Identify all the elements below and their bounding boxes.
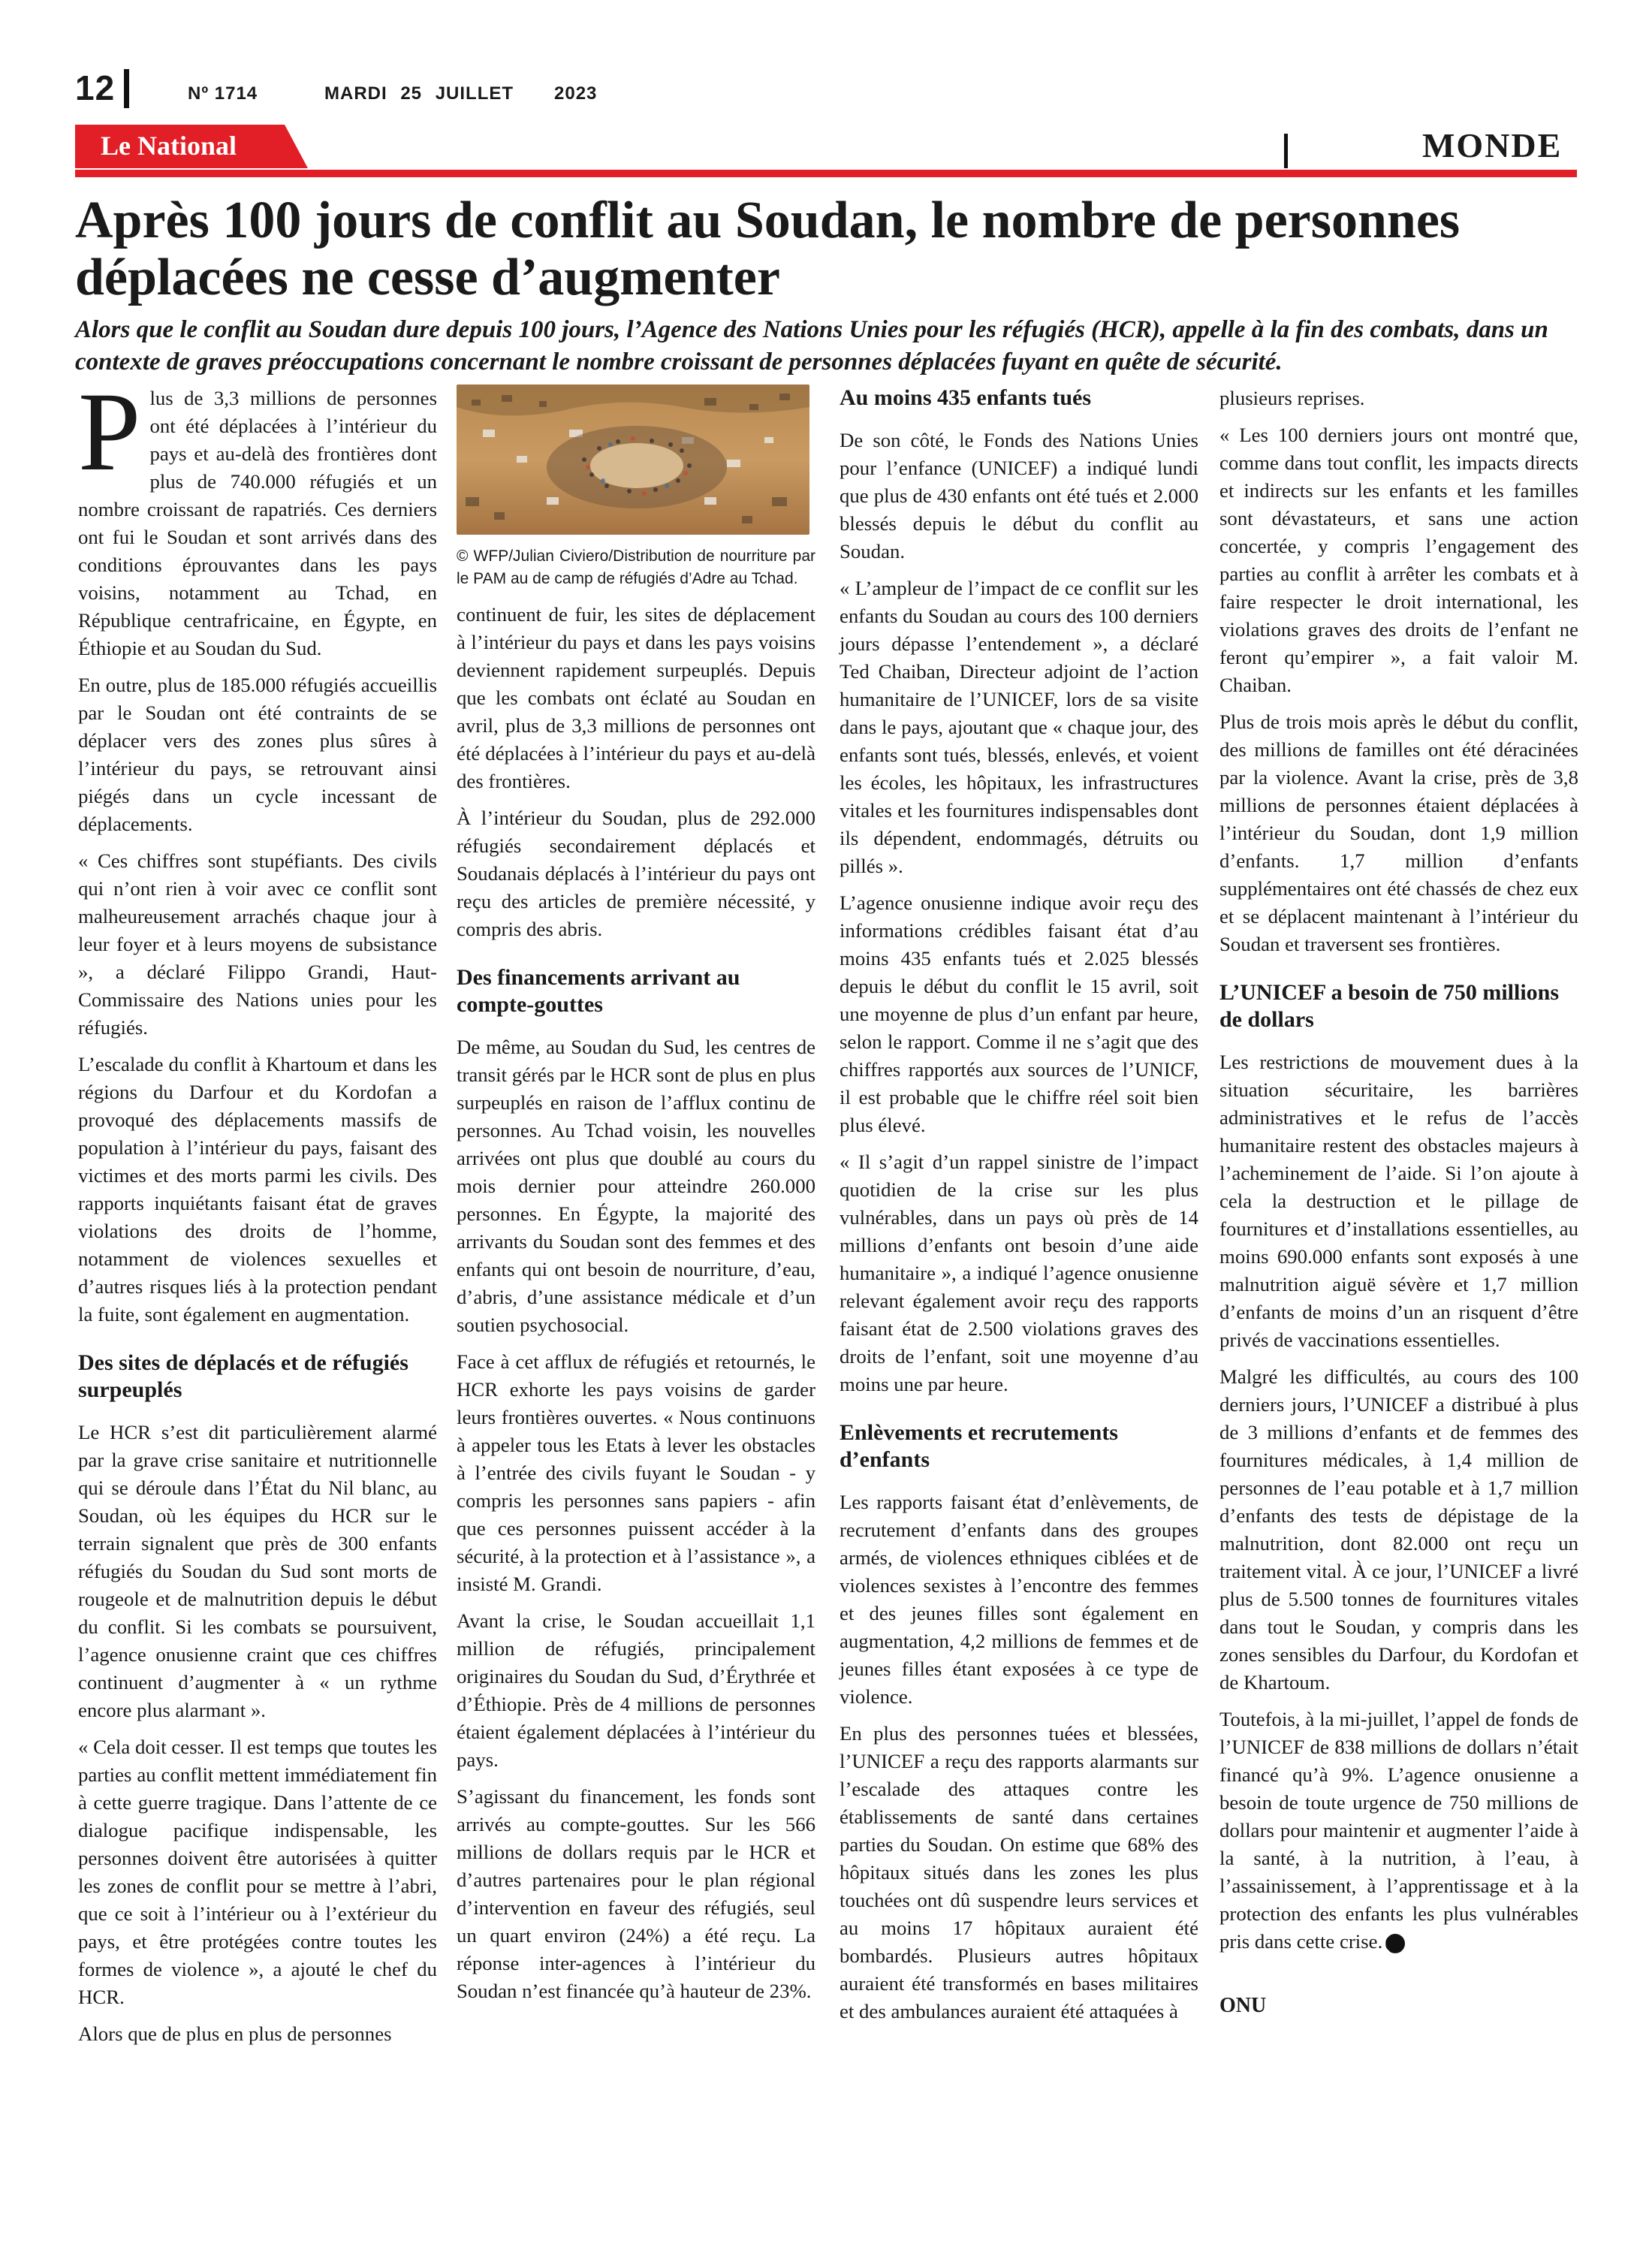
article-signature: ONU xyxy=(1219,1994,1267,2017)
paragraph: Les restrictions de mouvement dues à la situation sécuritaire, les barrières administratives et le refus de l’accès humanitaire restent des obstacles majeurs à l’acheminement de l’aide. Si l’on ajoute à cela la destruction et le pillage de fournitures et d’installations essentielles, au moins 690.000 enfants sont exposés à une malnutrition aiguë sévère et 1,7 million d’enfants de moins d’un an risquent d’être privés de vaccinations essentielles. xyxy=(1219,1051,1578,1351)
article-column-2 xyxy=(457,385,815,2014)
refugee-camp-photo xyxy=(457,385,809,535)
paragraph: Les rapports faisant état d’enlèvements, de recrutement d’enfants dans des groupes armés, de violences ethniques ciblées et de violences sexistes à l’encontre des femmes et des jeunes filles sont également en augmentation, 4,2 millions de femmes et de jeunes filles étant exposées à ce type de violence. xyxy=(840,1491,1198,1708)
article-column-3 xyxy=(840,385,1198,2034)
paragraph: Le HCR s’est dit particulièrement alarmé par la grave crise sanitaire et nutritionnelle qui se déroule dans l’État du Nil blanc, au Soudan, où les équipes du HCR sur le terrain signalent que près de 300 enfants réfugiés du Soudan du Sud sont morts de rougeole et de malnutrition depuis le début du conflit. Si les combats se poursuivent, l’agence onusienne craint que ces chiffres continuent d’augmenter à « un rythme encore plus alarmant ». xyxy=(78,1421,437,1721)
article-title: Après 100 jours de conflit au Soudan, le nombre de personnes déplacées ne cesse d’augmenter xyxy=(75,192,1461,306)
page-number-divider xyxy=(124,69,129,108)
paragraph: « Cela doit cesser. Il est temps que toutes les parties au conflit mettent immédiatement fin à cette guerre tragique. Dans l’attente de ce dialogue pacifique indispensable, les personnes doivent être autorisées à quitter les zones de conflit pour se mettre à l’abri, que ce soit à l’intérieur ou à l’extérieur du pays, et être protégées contre toutes les formes de violence », a ajouté le chef du HCR. xyxy=(78,1736,437,2008)
subheading: Des financements arrivant au compte-gouttes xyxy=(457,965,740,1017)
issue-number: Nº 1714 xyxy=(188,83,258,104)
paragraph: Malgré les difficultés, au cours des 100 derniers jours, l’UNICEF a distribué à plus de 3 millions d’enfants et de femmes des fournitures médicales, à 1,4 million de personnes de l’eau potable et à 1,7 million d’enfants des tests de dépistage de la malnutrition, dont 82.000 ont reçu un traitement vital. À ce jour, l’UNICEF a livré plus de 5.500 tonnes de fournitures vitales dans tout le Soudan, y compris dans les zones sensibles du Darfour, du Kordofan et de Khartoum. xyxy=(1219,1365,1578,1694)
paragraph: plusieurs reprises. xyxy=(1219,387,1365,409)
section-name: MONDE xyxy=(1422,126,1563,164)
paragraph: Plus de trois mois après le début du conflit, des millions de familles ont été déracinées par la violence. Avant la crise, près de 3,8 millions de personnes étaient déplacées à l’intérieur du Soudan, dont 1,9 million d’enfants. 1,7 million d’enfants supplémentaires ont été chassés de chez eux et se déplacent maintenant à l’intérieur du Soudan et traversent ses frontières. xyxy=(1219,710,1578,955)
paragraph: « Ces chiffres sont stupéfiants. Des civils qui n’ont rien à voir avec ce conflit sont malheureusement arrachés chaque jour à leur foyer et à leurs moyens de subsistance », a déclaré Filippo Grandi, Haut-Commissaire des Nations unies pour les réfugiés. xyxy=(78,849,437,1039)
subheading: Au moins 435 enfants tués xyxy=(840,385,1092,410)
paragraph: Face à cet afflux de réfugiés et retournés, le HCR exhorte les pays voisins de garder leurs frontières ouvertes. « Nous continuons à appeler tous les Etats à lever les obstacles à l’entrée des civils fuyant le Soudan - y compris les personnes sans papiers - afin que ces personnes puissent accéder à la sécurité, à la protection et à l’assistance », a insisté M. Grandi. xyxy=(457,1350,815,1595)
photo-caption: © WFP/Julian Civiero/Distribution de nourriture par le PAM au de camp de réfugiés d’Adre au Tchad. xyxy=(457,547,815,587)
article-lead: Alors que le conflit au Soudan dure depuis 100 jours, l’Agence des Nations Unies pour les réfugiés (HCR), appelle à la fin des combats, dans un contexte de graves préoccupations concernant le nombre croissant de personnes déplacées fuyant en quête de sécurité. xyxy=(75,316,1548,376)
paragraph: Alors que de plus en plus de personnes xyxy=(78,2022,392,2045)
paragraph: continuent de fuir, les sites de déplacement à l’intérieur du pays et dans les pays voisins deviennent rapidement surpeuplés. Depuis que les combats ont éclaté au Soudan en avril, plus de 3,3 millions de personnes ont été déplacées à l’intérieur du pays et au-delà des frontières. xyxy=(457,603,815,792)
subheading: Des sites de déplacés et de réfugiés surpeuplés xyxy=(78,1350,408,1402)
paragraph: S’agissant du financement, les fonds sont arrivés au compte-gouttes. Sur les 566 millions de dollars requis par le HCR et d’autres partenaires pour le plan régional d’intervention en faveur des réfugiés, seul un quart environ (24%) a été reçu. La réponse inter-agences à l’intérieur du Soudan n’est financée qu’à hauteur de 23%. xyxy=(457,1785,815,2002)
paragraph-text: Toutefois, à la mi-juillet, l’appel de fonds de l’UNICEF de 838 millions de dollars n’était financé qu’à 9%. L’agence onusienne a besoin de toute urgence de 750 millions de dollars pour maintenir et augmenter l’aide à la santé, à la nutrition, à l’eau, à l’assainissement, à l’apprentissage et à la protection des enfants les plus vulnérables pris dans cette crise. xyxy=(1219,1708,1578,1953)
paragraph: De son côté, le Fonds des Nations Unies pour l’enfance (UNICEF) a indiqué lundi que plus de 430 enfants ont été tués et 2.000 blessés depuis le début du conflit au Soudan. xyxy=(840,429,1198,562)
paragraph: L’escalade du conflit à Khartoum et dans les régions du Darfour et du Kordofan a provoqué des déplacements massifs de population à l’intérieur du pays, faisant des victimes et des morts parmi les civils. Des rapports inquiétants faisant état de graves violations des droits de l’homme, notamment de violences sexuelles et d’autres risques liés à la protection pendant la fuite, sont également en augmentation. xyxy=(78,1053,437,1326)
paragraph: En plus des personnes tuées et blessées, l’UNICEF a reçu des rapports alarmants sur l’escalade des attaques contre les établissements de santé dans certaines parties du Soudan. On estime que 68% des hôpitaux situés dans les zones les plus touchées ont dû suspendre leurs services et au moins 17 hôpitaux auraient été bombardés. Plusieurs autres hôpitaux auraient été transformés en bases militaires et des ambulances auraient été attaquées à xyxy=(840,1722,1198,2022)
section-divider xyxy=(1284,134,1288,168)
octagon-end-mark-icon xyxy=(1385,1934,1405,1953)
paragraph xyxy=(1219,1706,1578,1956)
article-photo xyxy=(457,385,809,535)
page-number: 12 xyxy=(75,68,116,107)
paragraph xyxy=(78,369,437,662)
paragraph: Avant la crise, le Soudan accueillait 1,1 million de réfugiés, principalement originaires du Soudan du Sud, d’Érythrée et d’Éthiopie. Près de 4 millions de personnes étaient également déplacées à l’intérieur du pays. xyxy=(457,1609,815,1771)
article-column-4 xyxy=(1219,385,1578,2019)
paragraph: L’agence onusienne indique avoir reçu des informations crédibles faisant état d’au moins 435 enfants tués et 2.025 blessés depuis le début du conflit le 15 avril, soit une moyenne de plus d’un enfant par heure, selon le rapport. Comme il ne s’agit que des chiffres rapportés aux sources de l’UNICF, il est probable que le chiffre réel soit bien plus élevé. xyxy=(840,891,1198,1136)
header-rule xyxy=(75,170,1577,177)
paragraph: De même, au Soudan du Sud, les centres de transit gérés par le HCR sont de plus en plus surpeuplés en raison de l’afflux continu de personnes. Au Tchad voisin, les nouvelles arrivées ont plus que doublé au cours du mois dernier pour atteindre 260.000 personnes. En Égypte, la majorité des arrivants du Soudan sont des femmes et des enfants qui ont besoin de nourriture, d’eau, d’abris, d’une assistance médicale et d’un soutien psychosocial. xyxy=(457,1036,815,1336)
article-column-1 xyxy=(78,369,437,2057)
paragraph: En outre, plus de 185.000 réfugiés accueillis par le Soudan ont été contraints de se déplacer vers des zones plus sûres à l’intérieur du pays, se retrouvant ainsi piégés dans un cycle incessant de déplacements. xyxy=(78,674,437,835)
brand-name: Le National xyxy=(101,131,237,161)
subheading: Enlèvements et recrutements d’enfants xyxy=(840,1420,1118,1472)
issue-year: 2023 xyxy=(554,83,598,104)
drop-cap: P xyxy=(78,369,141,494)
paragraph: « L’ampleur de l’impact de ce conflit sur les enfants du Soudan au cours des 100 derniers jours dépasse l’entendement », a déclaré Ted Chaiban, Directeur adjoint de l’action humanitaire de l’UNICEF, lors de sa visite dans le pays, ajoutant que « chaque jour, des enfants sont tués, blessés, enlevés, et voient les écoles, les hôpitaux, les infrastructures vitales et les fournitures indispensables dont ils dépendent, endommagés, détruits ou pillés ». xyxy=(840,577,1198,877)
paragraph-text: lus de 3,3 millions de personnes ont été déplacées à l’intérieur du pays et au-delà des frontières dont plus de 740.000 réfugiés et un nombre croissant de rapatriés. Ces derniers ont fui le Soudan et sont arrivés dans des conditions éprouvantes dans les pays voisins, notamment au Tchad, en République centrafricaine, en Égypte, en Éthiopie et au Soudan du Sud. xyxy=(78,387,437,659)
paragraph: « Il s’agit d’un rappel sinistre de l’impact quotidien de la crise sur les plus vulnérables, dans un pays où près de 14 millions d’enfants ont besoin d’une aide humanitaire », a indiqué l’agence onusienne relevant également avoir reçu des rapports faisant état de 2.500 violations graves des droits de l’enfant, soit une moyenne d’au moins une par heure. xyxy=(840,1151,1198,1395)
paragraph: À l’intérieur du Soudan, plus de 292.000 réfugiés secondairement déplacés et Soudanais déplacés à l’intérieur du pays ont reçu des articles de première nécessité, y compris des abris. xyxy=(457,807,815,940)
paragraph: « Les 100 derniers jours ont montré que, comme dans tout conflit, les impacts directs et indirects sur les enfants et les familles sont dévastateurs, et sans une action concertée, y compris l’engagement des parties au conflit à arrêter les combats et à faire respecter le droit international, les violations graves des droits de l’enfant ne feront qu’empirer », a fait valoir M. Chaiban. xyxy=(1219,424,1578,696)
issue-date: MARDI 25 JUILLET xyxy=(324,83,514,104)
subheading: L’UNICEF a besoin de 750 millions de dollars xyxy=(1219,980,1560,1032)
